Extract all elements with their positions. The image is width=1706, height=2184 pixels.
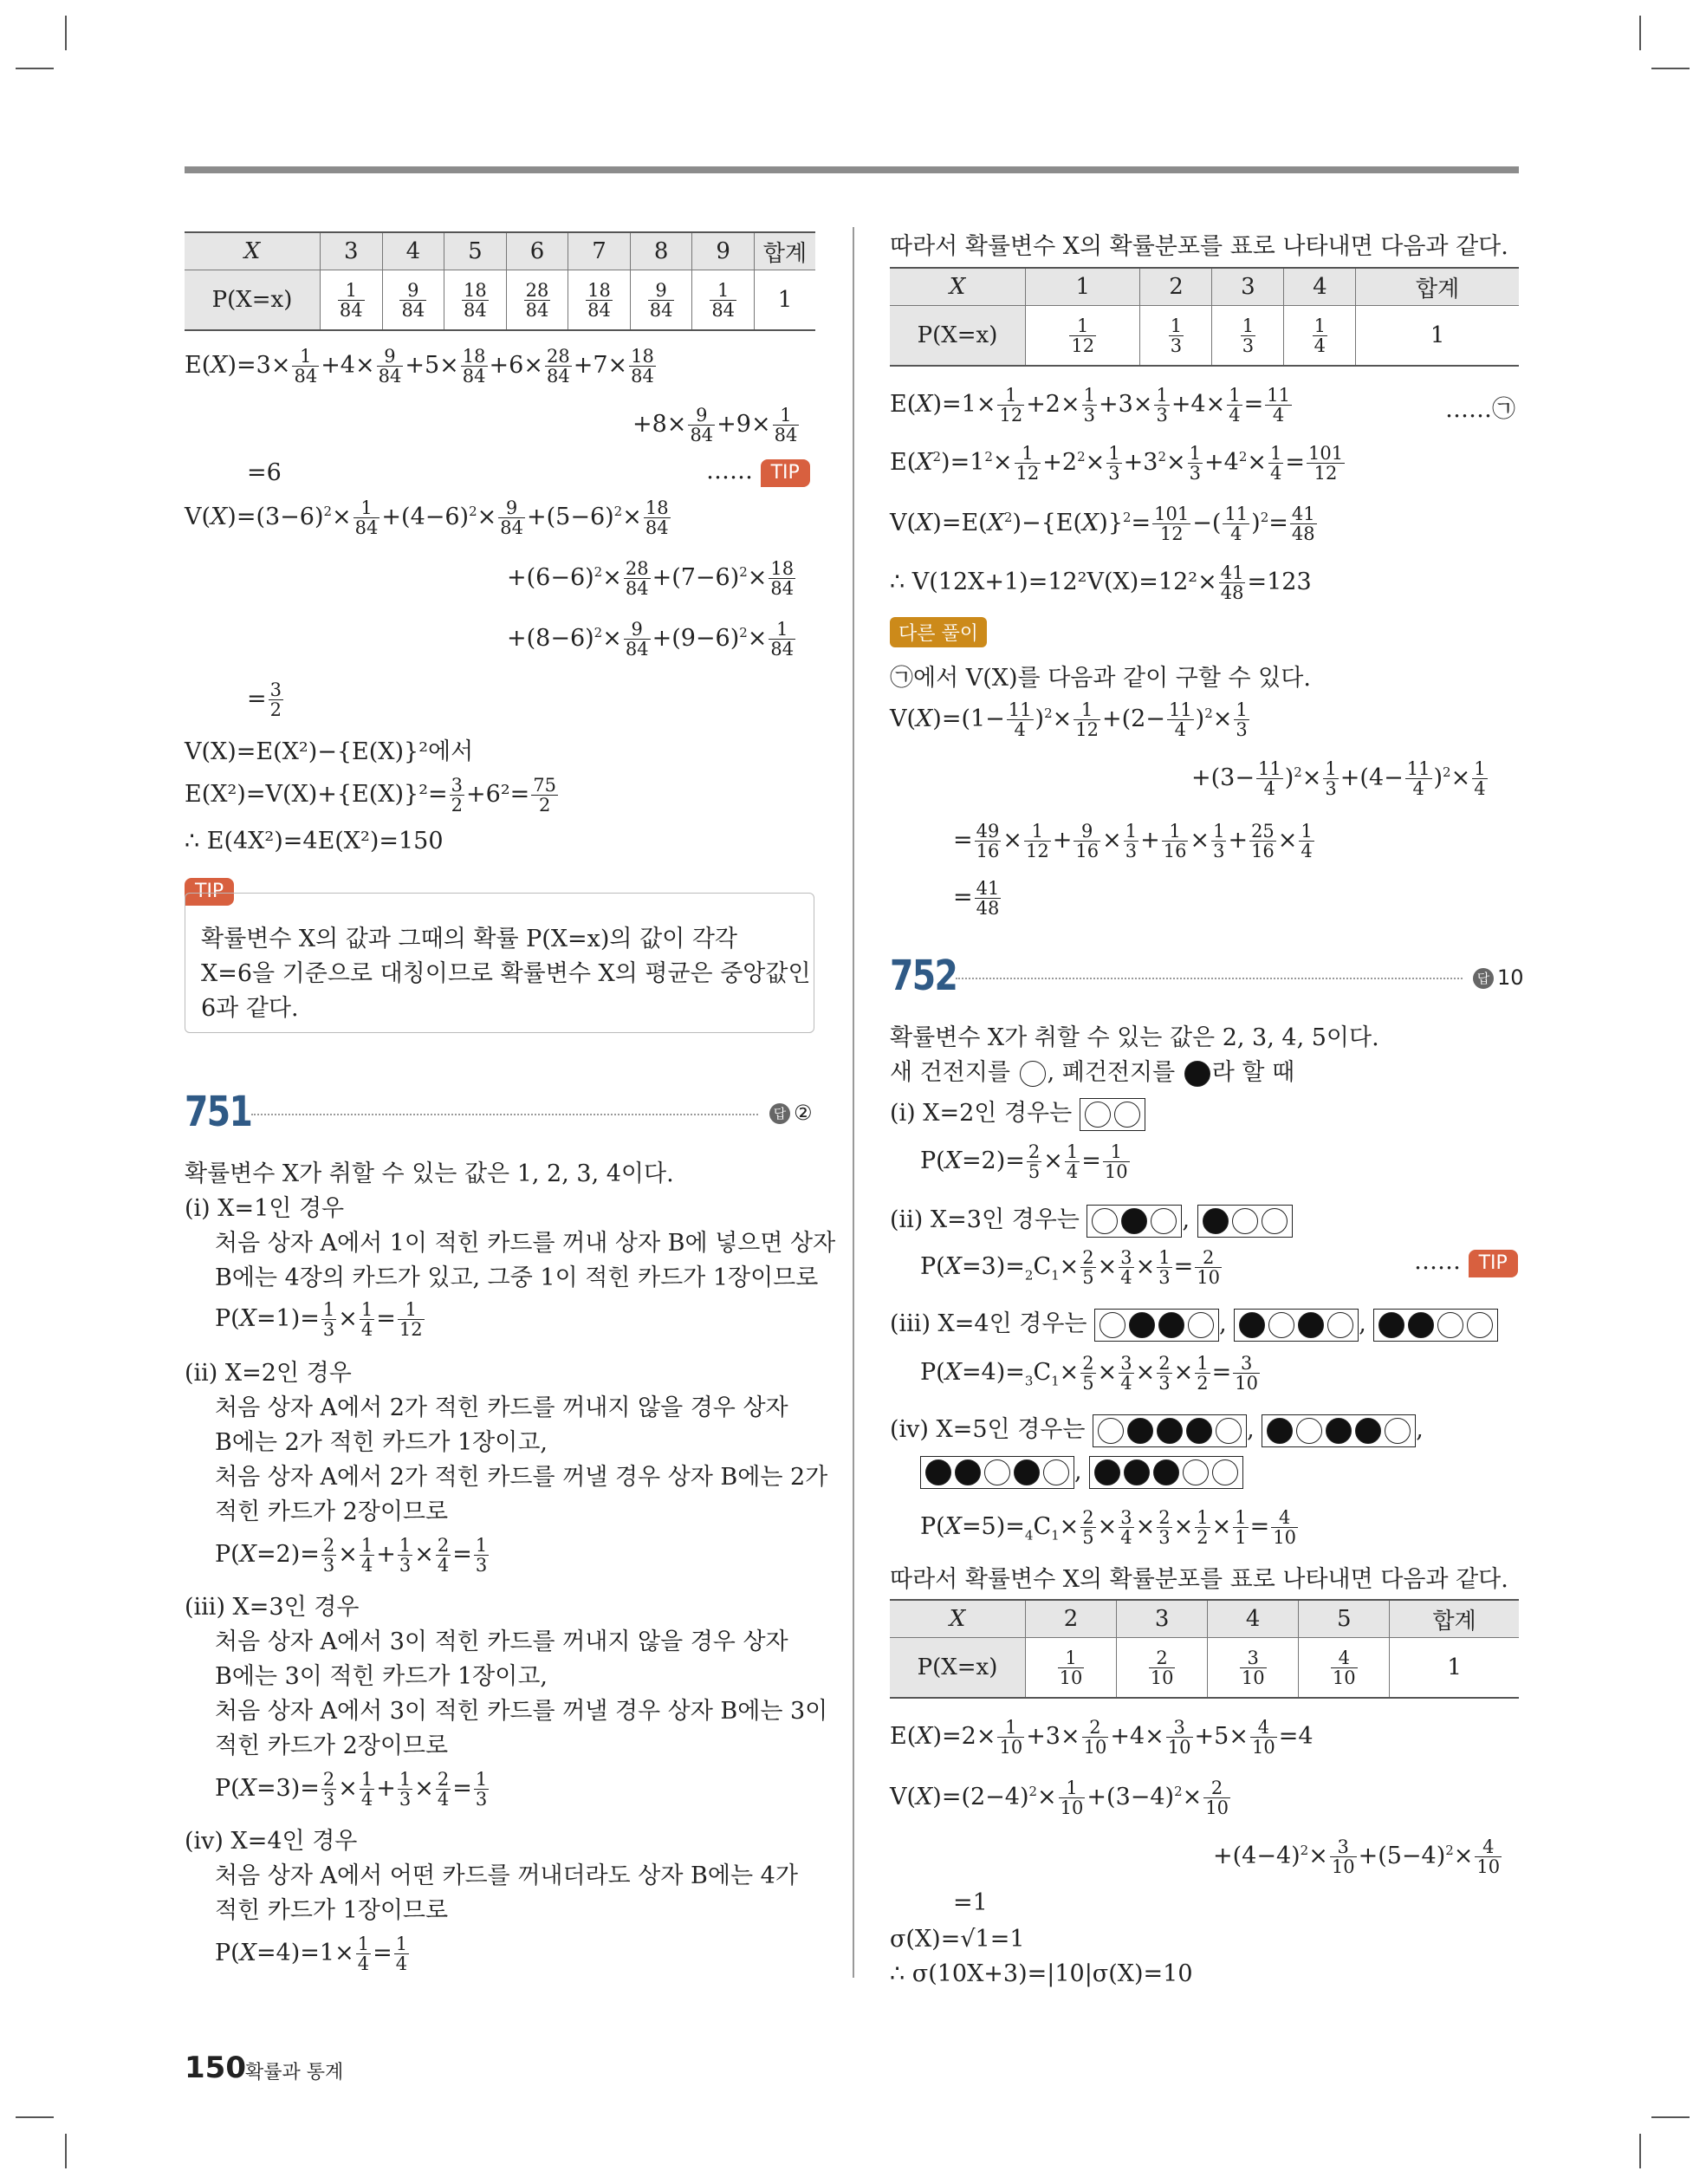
filled-circle-icon — [1184, 1061, 1210, 1087]
table-total: 1 — [1356, 306, 1519, 367]
table-header-cell: 6 — [506, 232, 568, 270]
battery-sequence — [1197, 1205, 1293, 1238]
crop-mark — [1639, 2134, 1641, 2168]
prob-fraction: $\frac{28}{84}$ — [525, 279, 549, 321]
table-header-cell: 8 — [630, 232, 692, 270]
table-header-cell: 합계 — [1356, 268, 1519, 306]
alt-solution-tag: 다른 풀이 — [890, 617, 987, 647]
table-header-cell: 5 — [444, 232, 507, 270]
expectation-line: E(X)=1× $\frac{1}{12}$ +2× $\frac{1}{3}$ +3× $\frac{1}{3}$ +4× $\frac{1}{4}$ = $\frac{11}{4}$ — [890, 385, 1290, 426]
problem-number: 751 — [185, 1088, 252, 1136]
prob-fraction: $\frac{1}{3}$ — [1170, 315, 1183, 356]
page-subject: 확률과 통계 — [245, 2062, 344, 2083]
battery-sequence — [920, 1456, 1074, 1489]
page-number: 150 — [185, 2051, 246, 2085]
case-text: B에는 4장의 카드가 있고, 그중 1이 적힌 카드가 1장이므로 — [215, 1264, 819, 1291]
dots: …… — [706, 458, 753, 484]
case-text: 처음 상자 A에서 2가 적힌 카드를 꺼낼 경우 상자 B에는 2가 — [215, 1464, 828, 1491]
prob-fraction: $\frac{1}{84}$ — [339, 279, 363, 321]
table-header-cell: 9 — [692, 232, 755, 270]
probability-line: P(X=2)= $\frac{2}{3}$ × $\frac{1}{4}$ + $\frac{1}{3}$ × $\frac{2}{4}$ = $\frac{1}{3}$ — [215, 1535, 488, 1576]
crop-mark — [65, 2134, 67, 2168]
problem-number: 752 — [890, 952, 957, 1000]
battery-sequence — [1234, 1309, 1359, 1342]
battery-sequence — [1087, 1205, 1182, 1238]
prob-fraction: $\frac{3}{10}$ — [1241, 1647, 1265, 1688]
crop-mark — [1651, 2116, 1690, 2118]
dotted-leader — [251, 1114, 758, 1115]
second-moment-line: E(X²)=V(X)+{E(X)}²= $\frac{3}{2}$ +6²= $\frac{75}{2}$ — [185, 775, 557, 816]
tip-text: 6과 같다. — [201, 995, 299, 1022]
case-text: 적힌 카드가 2장이므로 — [215, 1732, 449, 1759]
prob-fraction: $\frac{9}{84}$ — [401, 279, 425, 321]
probability-line: P(X=3)= $\frac{2}{3}$ × $\frac{1}{4}$ + $\frac{1}{3}$ × $\frac{2}{4}$ = $\frac{1}{3}$ — [215, 1769, 488, 1810]
table-header-cell: 합계 — [755, 232, 816, 270]
alt-variance-line: V(X)=(1− $\frac{11}{4}$ )$^2$× $\frac{1}{12}$ +(2− $\frac{11}{4}$ )$^2$× $\frac{1}{3}$ — [890, 699, 1248, 740]
prob-fraction: $\frac{18}{84}$ — [587, 279, 611, 321]
alt-variance-result: = $\frac{41}{48}$ — [953, 878, 1000, 919]
tip-tag: TIP — [761, 459, 810, 487]
distribution-table-2 — [890, 267, 1519, 367]
alt-intro: ㉠에서 V(X)를 다음과 같이 구할 수 있다. — [890, 665, 1311, 692]
final-answer-line: ∴ E(4X²)=4E(X²)=150 — [185, 828, 444, 855]
distribution-table-1 — [185, 231, 815, 331]
crop-mark — [16, 68, 54, 69]
final-answer-line: ∴ σ(10X+3)=|10|σ(X)=10 — [890, 1960, 1193, 1987]
prob-fraction: $\frac{18}{84}$ — [464, 279, 487, 321]
variance-line-cont: $+(8-6)^2\times$ $\frac{9}{84}$ $+(9-6)^2\times$ $\frac{1}{84}$ — [507, 619, 795, 660]
header-rule — [185, 166, 1519, 173]
table-header-cell: 3 — [1212, 268, 1284, 306]
prob-fraction: $\frac{4}{10}$ — [1332, 1647, 1356, 1688]
expectation-line-cont: +8× $\frac{9}{84}$ +9× $\frac{1}{84}$ — [632, 405, 798, 445]
battery-sequence — [1089, 1456, 1243, 1489]
case-heading: (i) X=2인 경우는 — [890, 1094, 1145, 1131]
battery-sequence — [1080, 1098, 1145, 1131]
variance-line: $V(X)=(2-4)^2\times$ $\frac{1}{10}$ $+(3-4)^2\times$ $\frac{2}{10}$ — [890, 1778, 1229, 1818]
probability-line: P(X=4)=1× $\frac{1}{4}$ = $\frac{1}{4}$ — [215, 1934, 408, 1974]
alt-variance-line-cont: = $\frac{49}{16}$ × $\frac{1}{12}$ + $\frac{9}{16}$ × $\frac{1}{3}$ + $\frac{1}{16}$ × $\frac{1}{3}$ + $\frac{25}{16}$ × $\frac{1}{4}$ — [953, 821, 1313, 861]
prob-fraction: $\frac{1}{12}$ — [1071, 315, 1095, 356]
dotted-leader — [956, 978, 1463, 979]
tip-box — [185, 893, 814, 1033]
tip-reference — [706, 458, 810, 487]
answer-icon: 답 — [1473, 968, 1494, 989]
expectation-line: E(X)=3× $\frac{1}{84}$ +4× $\frac{9}{84}$ +5× $\frac{18}{84}$ +6× $\frac{28}{84}$ +7× $\frac{18}{84}$ — [185, 346, 654, 387]
probability-line: P(X=1)= $\frac{1}{3}$ × $\frac{1}{4}$ = $\frac{1}{12}$ — [215, 1299, 423, 1340]
case-text: 처음 상자 A에서 3이 적힌 카드를 꺼낼 경우 상자 B에는 3이 — [215, 1698, 828, 1725]
table-header-cell: 합계 — [1390, 1600, 1519, 1638]
problem-intro: 확률변수 X가 취할 수 있는 값은 1, 2, 3, 4이다. — [185, 1160, 674, 1187]
probability-line: $P(X=4)=_3C_1\times$ $\frac{2}{5}$ × $\frac{3}{4}$ × $\frac{2}{3}$ × $\frac{1}{2}$ = $\frac{3}{10}$ — [920, 1353, 1259, 1394]
table-header-cell: 4 — [382, 232, 444, 270]
tip-box-tag: TIP — [185, 878, 234, 906]
crop-mark — [16, 2116, 54, 2118]
table-header-cell: 4 — [1208, 1600, 1299, 1638]
table-header-cell: 7 — [568, 232, 631, 270]
table-header-cell: X — [185, 232, 321, 270]
prob-fraction: $\frac{1}{10}$ — [1059, 1647, 1083, 1688]
case-text: B에는 2가 적힌 카드가 1장이고, — [215, 1429, 548, 1456]
tip-text: X=6을 기준으로 대칭이므로 확률변수 X의 평균은 중앙값인 — [201, 960, 811, 987]
case-text: 처음 상자 A에서 어떤 카드를 꺼내더라도 상자 B에는 4가 — [215, 1862, 798, 1889]
answer-icon: 답 — [769, 1103, 790, 1124]
variance-line-cont: $+(4-4)^2\times$ $\frac{3}{10}$ $+(5-4)^2\times$ $\frac{4}{10}$ — [1213, 1836, 1501, 1877]
battery-sequence — [1093, 1414, 1247, 1447]
case-heading: (ii) X=3인 경우는 , — [890, 1200, 1293, 1238]
case-text: 적힌 카드가 2장이므로 — [215, 1498, 449, 1525]
crop-mark — [1651, 68, 1690, 69]
battery-sequence — [1373, 1309, 1498, 1342]
column-divider — [853, 227, 854, 1978]
alt-variance-line-cont: +(3− $\frac{11}{4}$ )$^2$× $\frac{1}{3}$ +(4− $\frac{11}{4}$ )$^2$× $\frac{1}{4}$ — [1191, 758, 1486, 799]
table-header-cell: X — [890, 1600, 1026, 1638]
table-header-cell: 5 — [1299, 1600, 1390, 1638]
expectation-line: E(X)=2× $\frac{1}{10}$ +3× $\frac{2}{10}$ +4× $\frac{3}{10}$ +5× $\frac{4}{10}$ =4 — [890, 1717, 1314, 1758]
variance-result: =1 — [953, 1889, 988, 1916]
table-header-cell: 1 — [1026, 268, 1140, 306]
case-text: 처음 상자 A에서 1이 적힌 카드를 꺼내 상자 B에 넣으면 상자 — [215, 1230, 836, 1257]
tip-tag: TIP — [1469, 1250, 1518, 1277]
problem-intro: 새 건전지를 , 폐건전지를 라 할 때 — [890, 1059, 1295, 1086]
battery-sequence — [1262, 1414, 1416, 1447]
case-text: 처음 상자 A에서 3이 적힌 카드를 꺼내지 않을 경우 상자 — [215, 1628, 788, 1655]
table-header-cell: 2 — [1026, 1600, 1117, 1638]
second-moment-line: $E(X^2)=1^2\times$ $\frac{1}{12}$ $+2^2\times$ $\frac{1}{3}$ $+3^2\times$ $\frac{1}{3}$ $+4^2\times$ $\frac{1}{4}$ = $\frac{101}{12}$ — [890, 443, 1344, 484]
battery-sequence — [1094, 1309, 1219, 1342]
case-heading: (iii) X=3인 경우 — [185, 1594, 360, 1621]
prob-fraction: $\frac{2}{10}$ — [1150, 1647, 1174, 1688]
table-header-cell: 3 — [1117, 1600, 1208, 1638]
expectation-result: =6 — [247, 459, 282, 486]
variance-line-cont: $+(6-6)^2\times$ $\frac{28}{84}$ $+(7-6)^2\times$ $\frac{18}{84}$ — [507, 558, 795, 599]
case-heading: (iv) X=4인 경우 — [185, 1828, 358, 1855]
answer-mark: 답 10 — [1473, 965, 1524, 990]
final-answer-line: ∴ V(12X+1)=12²V(X)=12²× $\frac{41}{48}$ =123 — [890, 562, 1312, 603]
prob-fraction: $\frac{1}{3}$ — [1242, 315, 1255, 356]
prob-fraction: $\frac{1}{4}$ — [1314, 315, 1327, 356]
probability-line: $P(X=3)=_2C_1\times$ $\frac{2}{5}$ × $\frac{3}{4}$ × $\frac{1}{3}$ = $\frac{2}{10}$ — [920, 1247, 1221, 1288]
table-header-cell: X — [890, 268, 1026, 306]
variance-line: $V(X)=E(X^2)-\{E(X)\}^2=$ $\frac{101}{12}$ −( $\frac{11}{4}$ )$^2$= $\frac{41}{48}$ — [890, 504, 1315, 544]
crop-mark — [1639, 16, 1641, 50]
case-heading-cont: , — [920, 1456, 1243, 1489]
lead-text: 따라서 확률변수 X의 확률분포를 표로 나타내면 다음과 같다. — [890, 233, 1508, 260]
problem-intro: 확률변수 X가 취할 수 있는 값은 2, 3, 4, 5이다. — [890, 1024, 1379, 1051]
case-heading: (i) X=1인 경우 — [185, 1195, 345, 1222]
table-row-label: P(X=x) — [185, 270, 321, 331]
empty-circle-icon — [1020, 1061, 1046, 1087]
table-total: 1 — [755, 270, 816, 331]
case-text: 처음 상자 A에서 2가 적힌 카드를 꺼내지 않을 경우 상자 — [215, 1394, 788, 1421]
variance-formula: V(X)=E(X²)−{E(X)}²에서 — [185, 738, 474, 765]
variance-line: $V(X)=(3-6)^2\times$ $\frac{1}{84}$ $+(4-6)^2\times$ $\frac{9}{84}$ $+(5-6)^2\times$ $\frac{18}{84}$ — [185, 497, 669, 538]
prob-fraction: $\frac{9}{84}$ — [649, 279, 673, 321]
probability-line: P(X=2)= $\frac{2}{5}$ × $\frac{1}{4}$ = $\frac{1}{10}$ — [920, 1141, 1128, 1182]
prob-fraction: $\frac{1}{84}$ — [711, 279, 736, 321]
answer-mark: 답 ② — [769, 1101, 813, 1125]
probability-line: $P(X=5)=_4C_1\times$ $\frac{2}{5}$ × $\frac{3}{4}$ × $\frac{2}{3}$ × $\frac{1}{2}$ × $\frac{1}{1}$ = $\frac{4}{10}$ — [920, 1507, 1297, 1548]
tip-text: 확률변수 X의 값과 그때의 확률 P(X=x)의 값이 각각 — [201, 926, 737, 952]
table-header-cell: 2 — [1140, 268, 1212, 306]
table-row-label: P(X=x) — [890, 306, 1026, 367]
variance-result: = $\frac{3}{2}$ — [247, 679, 282, 720]
std-dev-line: σ(X)=√1=1 — [890, 1926, 1025, 1953]
table-header-cell: 3 — [321, 232, 383, 270]
table-row-label: P(X=x) — [890, 1638, 1026, 1699]
lead-text: 따라서 확률변수 X의 확률분포를 표로 나타내면 다음과 같다. — [890, 1566, 1508, 1593]
distribution-table-3 — [890, 1599, 1519, 1699]
case-heading: (ii) X=2인 경우 — [185, 1360, 352, 1387]
table-header-cell: 4 — [1284, 268, 1356, 306]
table-total: 1 — [1390, 1638, 1519, 1699]
tip-reference: …… TIP — [1414, 1248, 1518, 1277]
crop-mark — [65, 16, 67, 50]
case-heading: (iv) X=5인 경우는 , , — [890, 1410, 1424, 1447]
case-heading: (iii) X=4인 경우는 , , — [890, 1304, 1498, 1342]
equation-marker: ……㉠ — [1445, 396, 1515, 423]
case-text: B에는 3이 적힌 카드가 1장이고, — [215, 1663, 548, 1690]
case-text: 적힌 카드가 1장이므로 — [215, 1897, 449, 1924]
